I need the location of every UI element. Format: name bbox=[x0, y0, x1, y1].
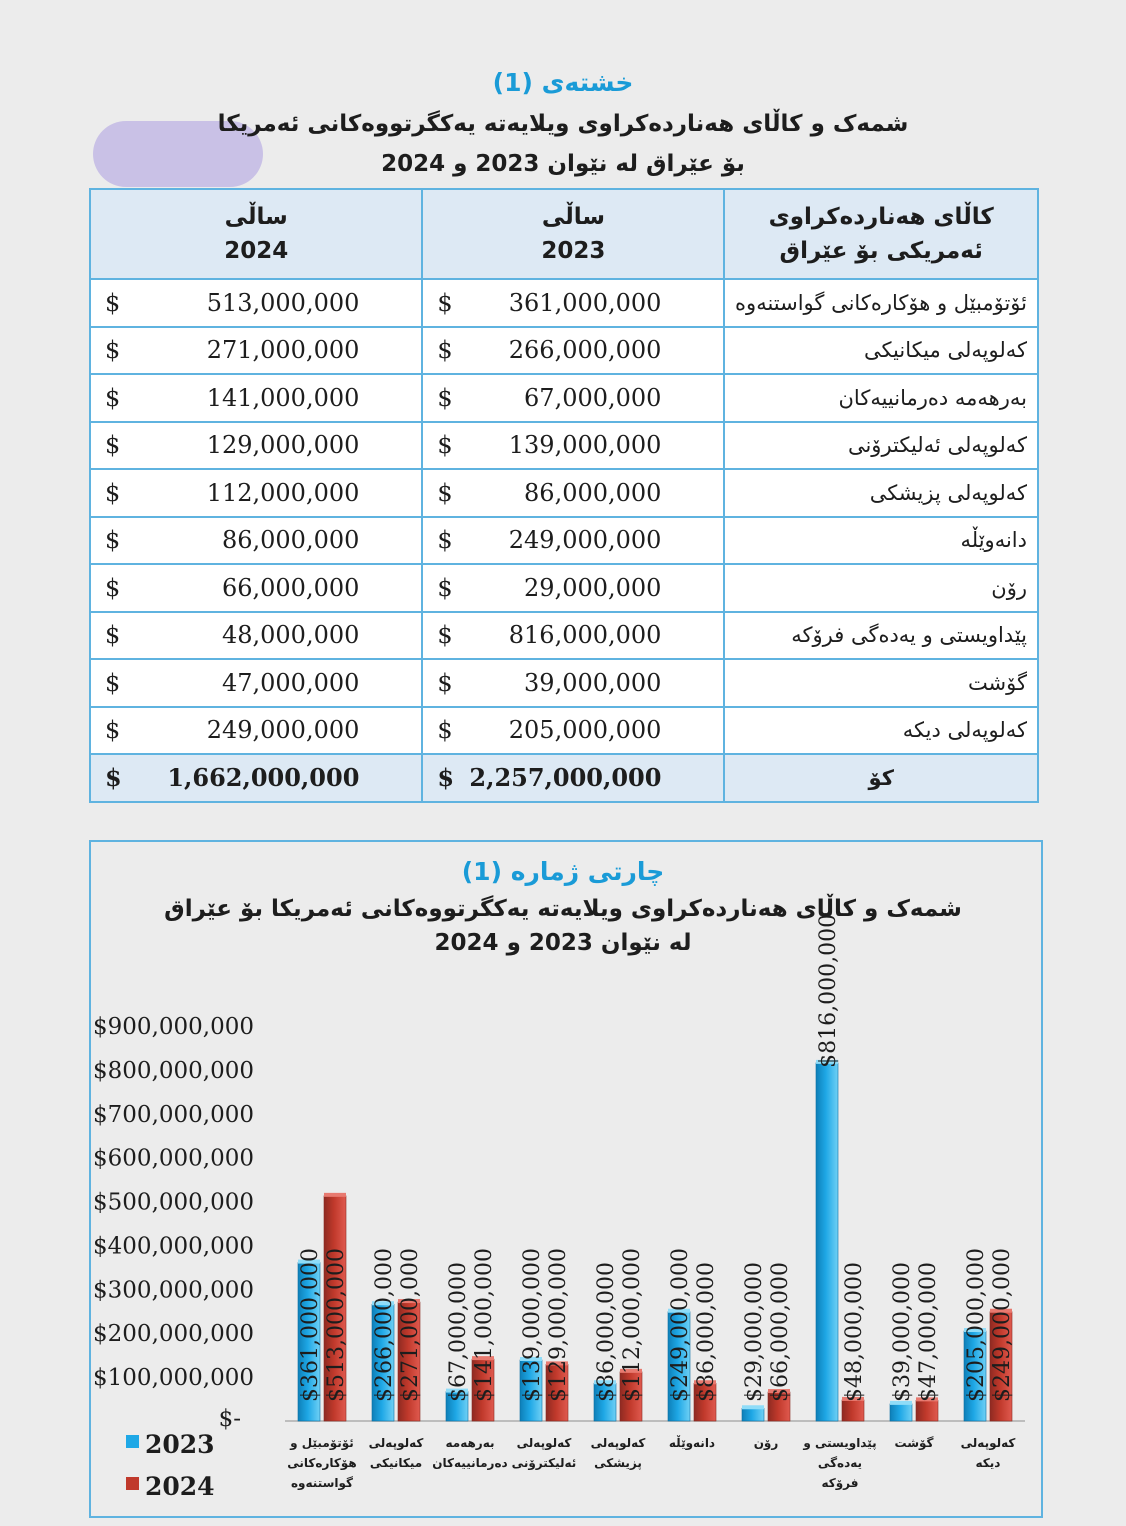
value-v2023: 139,000,000 bbox=[508, 431, 662, 460]
value-v2023: 816,000,000 bbox=[508, 621, 662, 650]
category-label: دەرمانییەکان bbox=[432, 1456, 508, 1470]
category-label: گواستنەوە bbox=[290, 1476, 354, 1490]
cell-item: کۆ bbox=[724, 754, 1038, 802]
y-tick-label: $500,000,000 bbox=[93, 1189, 254, 1216]
currency-symbol: $ bbox=[437, 716, 453, 745]
y-tick-label: $600,000,000 bbox=[93, 1145, 254, 1172]
header-2024-line1: ساڵی bbox=[224, 204, 288, 230]
value-v2023: 205,000,000 bbox=[508, 716, 662, 745]
cell-item: گۆشت bbox=[724, 659, 1038, 707]
currency-symbol: $ bbox=[105, 288, 121, 317]
bar-2023-8 bbox=[890, 1404, 912, 1421]
value-v2023: 361,000,000 bbox=[508, 288, 662, 317]
y-tick-label: $400,000,000 bbox=[93, 1233, 254, 1260]
value-v2023: 29,000,000 bbox=[524, 573, 662, 602]
value-v2024: 513,000,000 bbox=[206, 288, 360, 317]
category-label: فرۆکە bbox=[821, 1476, 859, 1490]
table-title-line2: بۆ عێراق لە نێوان 2023 و 2024 bbox=[381, 151, 745, 177]
currency-symbol: $ bbox=[105, 383, 121, 412]
category-label: بەرهەمە bbox=[445, 1436, 495, 1450]
cell-item: کەلوپەلی میکانیکی bbox=[724, 327, 1038, 375]
legend-swatch-2024 bbox=[126, 1477, 139, 1490]
value-v2023: 86,000,000 bbox=[524, 478, 662, 507]
value-v2024: 66,000,000 bbox=[221, 573, 360, 602]
category-label: دانەوێڵە bbox=[668, 1436, 716, 1450]
cell-item: کەلوپەلی پزیشکی bbox=[724, 469, 1038, 517]
legend-swatch-2023 bbox=[126, 1435, 139, 1448]
value-v2023: 39,000,000 bbox=[524, 668, 662, 697]
data-label-2024-3: $129,000,000 bbox=[546, 1248, 571, 1402]
cell-item: بەرهەمە دەرمانییەکان bbox=[724, 374, 1038, 422]
bar-cap-2024-0 bbox=[324, 1193, 346, 1197]
currency-symbol: $ bbox=[105, 763, 122, 793]
cell-item: رۆن bbox=[724, 564, 1038, 612]
cell-item: پێداویستی و یەدەگی فرۆکە bbox=[724, 612, 1038, 660]
data-label-2024-8: $47,000,000 bbox=[916, 1262, 941, 1402]
header-2023-line2: 2023 bbox=[541, 238, 606, 264]
value-v2024: 47,000,000 bbox=[221, 668, 360, 697]
data-label-2024-9: $249,000,000 bbox=[990, 1248, 1015, 1402]
currency-symbol: $ bbox=[105, 621, 121, 650]
data-label-2024-2: $141,000,000 bbox=[472, 1248, 497, 1402]
data-label-2024-4: $112,000,000 bbox=[620, 1248, 645, 1402]
category-label: ئەلیکترۆنی bbox=[511, 1456, 577, 1470]
legend-label-2023: 2023 bbox=[145, 1430, 215, 1459]
chart-title-line1: شمەک و کاڵای هەناردەکراوی ویلایەتە یەکگرتووەکانی ئەمریکا بۆ عێراق bbox=[164, 896, 962, 922]
data-label-2024-7: $48,000,000 bbox=[842, 1262, 867, 1402]
currency-symbol: $ bbox=[437, 621, 453, 650]
category-label: دیکە bbox=[975, 1456, 1001, 1470]
bar-2024-7 bbox=[842, 1400, 864, 1421]
value-v2024: 86,000,000 bbox=[221, 526, 360, 555]
chart-title-line2: لە نێوان 2023 و 2024 bbox=[434, 930, 692, 956]
category-label: کەلوپەلی bbox=[590, 1436, 646, 1450]
cell-item: کەلوپەلی دیکە bbox=[724, 707, 1038, 755]
cell-item: دانەوێڵە bbox=[724, 517, 1038, 565]
y-tick-label: $900,000,000 bbox=[93, 1014, 254, 1040]
category-label: هۆکارەکانی bbox=[287, 1456, 357, 1470]
value-v2024: 141,000,000 bbox=[206, 383, 360, 412]
value-v2023: 67,000,000 bbox=[524, 383, 662, 412]
y-tick-label: $100,000,000 bbox=[93, 1365, 254, 1392]
chart-number-title: چارتی ژمارە (1) bbox=[461, 857, 665, 886]
y-tick-label: $300,000,000 bbox=[93, 1277, 254, 1304]
data-label-2023-1: $266,000,000 bbox=[372, 1248, 397, 1402]
category-label: یەدەگی bbox=[817, 1456, 863, 1470]
y-tick-label: $800,000,000 bbox=[93, 1057, 254, 1084]
currency-symbol: $ bbox=[437, 383, 453, 412]
category-label: میکانیکی bbox=[369, 1456, 423, 1470]
data-label-2023-3: $139,000,000 bbox=[520, 1248, 545, 1402]
y-tick-label: $700,000,000 bbox=[93, 1101, 254, 1128]
category-label: رۆن bbox=[753, 1436, 779, 1450]
category-label: پزیشکی bbox=[594, 1456, 642, 1470]
currency-symbol: $ bbox=[437, 573, 453, 602]
header-item: کاڵای هەناردەکراوی ئەمریکی بۆ عێراق bbox=[724, 189, 1038, 279]
value-v2023: 266,000,000 bbox=[508, 336, 662, 365]
currency-symbol: $ bbox=[437, 526, 453, 555]
cell-item: ئۆتۆمبێل و هۆکارەکانی گواستنەوە bbox=[724, 279, 1038, 327]
data-label-2023-4: $86,000,000 bbox=[594, 1262, 619, 1402]
y-tick-label: $- bbox=[218, 1406, 241, 1432]
currency-symbol: $ bbox=[105, 336, 121, 365]
value-v2024: 249,000,000 bbox=[206, 716, 360, 745]
category-label: پێداویستی و bbox=[803, 1436, 877, 1450]
category-label: کەلوپەلی bbox=[368, 1436, 424, 1450]
header-2024-line2: 2024 bbox=[224, 238, 289, 264]
bar-cap-2023-6 bbox=[742, 1405, 764, 1409]
currency-symbol: $ bbox=[105, 668, 121, 697]
category-label: کەلوپەلی bbox=[516, 1436, 572, 1450]
category-label: گۆشت bbox=[894, 1436, 934, 1450]
header-2023-line1: ساڵی bbox=[541, 204, 605, 230]
currency-symbol: $ bbox=[105, 716, 121, 745]
currency-symbol: $ bbox=[437, 478, 453, 507]
currency-symbol: $ bbox=[437, 763, 455, 793]
currency-symbol: $ bbox=[437, 336, 453, 365]
currency-symbol: $ bbox=[105, 526, 121, 555]
data-label-2024-6: $66,000,000 bbox=[768, 1262, 793, 1402]
data-label-2023-0: $361,000,000 bbox=[298, 1248, 323, 1402]
currency-symbol: $ bbox=[105, 478, 121, 507]
data-label-2023-9: $205,000,000 bbox=[964, 1248, 989, 1402]
legend-label-2024: 2024 bbox=[145, 1472, 215, 1501]
data-label-2024-0: $513,000,000 bbox=[324, 1248, 349, 1402]
bar-2023-7 bbox=[816, 1063, 838, 1421]
currency-symbol: $ bbox=[105, 431, 121, 460]
currency-symbol: $ bbox=[437, 431, 453, 460]
currency-symbol: $ bbox=[437, 288, 453, 317]
bar-2023-6 bbox=[742, 1408, 764, 1421]
value-v2023: 2,257,000,000 bbox=[469, 763, 662, 793]
value-v2024: 271,000,000 bbox=[206, 336, 360, 365]
value-v2024: 112,000,000 bbox=[206, 478, 360, 507]
value-v2024: 1,662,000,000 bbox=[167, 763, 360, 793]
cell-item: کەلوپەلی ئەلیکترۆنی bbox=[724, 422, 1038, 470]
data-label-2023-8: $39,000,000 bbox=[890, 1262, 915, 1402]
value-v2024: 48,000,000 bbox=[221, 621, 360, 650]
data-label-2024-1: $271,000,000 bbox=[398, 1248, 423, 1402]
category-label: ئۆتۆمبێل و bbox=[290, 1436, 354, 1450]
bar-2024-8 bbox=[916, 1400, 938, 1421]
table-number-title: خشتەی (1) bbox=[492, 68, 634, 97]
value-v2023: 249,000,000 bbox=[508, 526, 662, 555]
data-label-2023-6: $29,000,000 bbox=[742, 1262, 767, 1402]
y-tick-label: $200,000,000 bbox=[93, 1321, 254, 1348]
data-label-2023-2: $67,000,000 bbox=[446, 1262, 471, 1402]
table-title-line1: شمەک و کاڵای هەناردەکراوی ویلایەتە یەکگرتووەکانی ئەمریکا bbox=[217, 111, 909, 137]
currency-symbol: $ bbox=[437, 668, 453, 697]
data-label-2023-5: $249,000,000 bbox=[668, 1248, 693, 1402]
value-v2024: 129,000,000 bbox=[206, 431, 360, 460]
currency-symbol: $ bbox=[105, 573, 121, 602]
category-label: کەلوپەلی bbox=[960, 1436, 1016, 1450]
data-label-2023-7: $816,000,000 bbox=[816, 913, 841, 1068]
data-label-2024-5: $86,000,000 bbox=[694, 1262, 719, 1402]
